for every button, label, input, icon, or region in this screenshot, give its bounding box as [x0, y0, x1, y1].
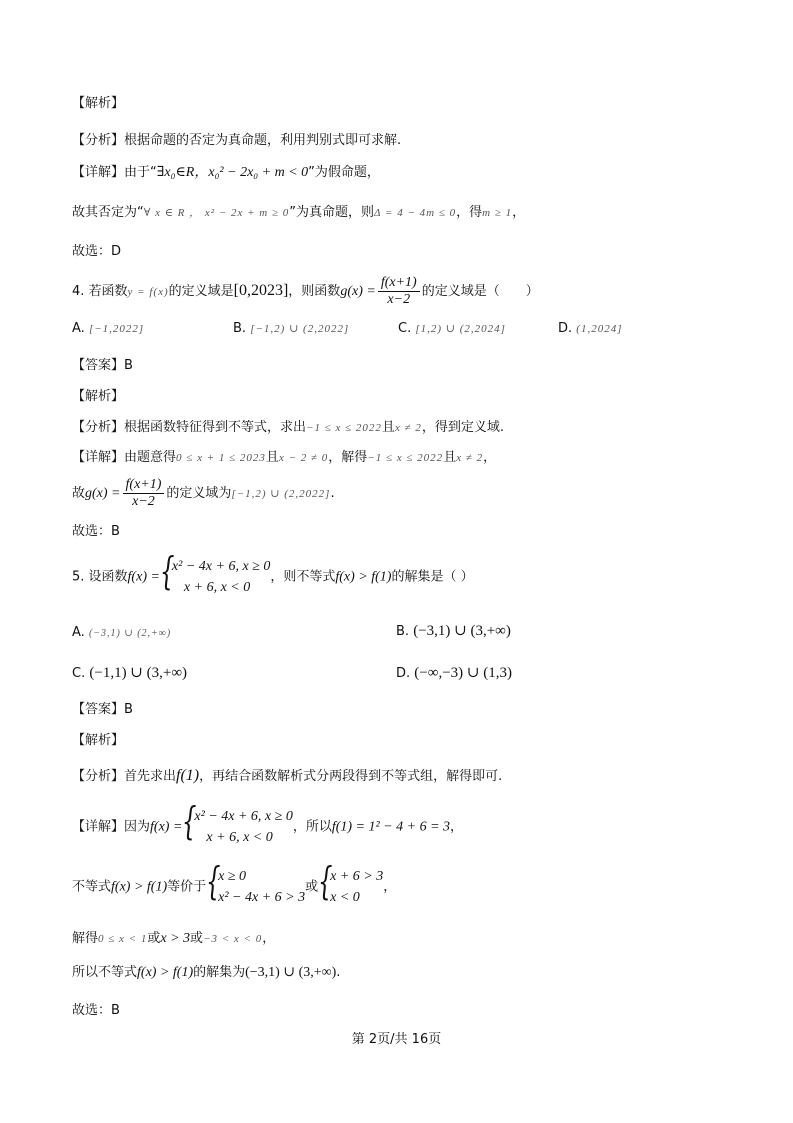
inequality-system: [318, 859, 384, 908]
text: 不等式: [72, 879, 112, 895]
q3-negation-line: [72, 206, 525, 219]
math-expression: x ≠ 2: [456, 452, 484, 464]
text: ”为真命题，则: [289, 205, 375, 220]
system-row: x ≥ 0: [218, 869, 247, 884]
text: ，则不等式: [270, 569, 336, 585]
piecewise-function: [182, 799, 293, 848]
xiangjie-tag: 【详解】: [72, 165, 125, 180]
denominator: x−2: [132, 494, 155, 509]
text: .: [336, 965, 341, 980]
q4-xiangjie: [72, 451, 496, 464]
case-row: x + 6, x < 0: [206, 830, 273, 845]
q4-answer: 【答案】B: [72, 358, 133, 373]
option-label: D.: [558, 321, 573, 336]
q5-option-b: [396, 621, 511, 640]
brace: {: [182, 799, 197, 843]
text: 且: [381, 420, 395, 435]
q5-solve: [72, 932, 275, 946]
text: 首先求出: [124, 769, 177, 784]
case-row: x² − 4x + 6, x ≥ 0: [171, 559, 271, 574]
q5-conclusion: [72, 966, 340, 980]
text: 的定义域为: [166, 486, 232, 501]
q3-jiexi: 【解析】: [72, 96, 125, 111]
piecewise-function: [159, 549, 271, 598]
q5-option-c: [72, 663, 187, 682]
text: 解得: [72, 931, 99, 946]
option-value: [1,2) ∪ (2,2024]: [415, 323, 506, 335]
q5-option-d: [396, 663, 512, 682]
math-expression: −3 < x < 0: [203, 933, 263, 945]
text: 或: [305, 879, 319, 895]
q5-stem: [72, 549, 474, 598]
q5-inequality-system: [72, 859, 397, 908]
fenxi-text: 根据命题的否定为真命题，利用判别式即可求解.: [124, 133, 402, 148]
text: 由于“: [124, 165, 157, 180]
text: 因为: [124, 819, 151, 835]
text: ，再结合函数解析式分两段得到不等式组，解得即可.: [199, 769, 503, 784]
text: 的解集为: [193, 965, 246, 980]
text: ，: [262, 931, 276, 946]
math-expression: x ≠ 2: [394, 422, 422, 434]
option-value: (−∞,−3) ∪ (1,3): [414, 665, 512, 681]
math-expression: y = f(x): [127, 286, 169, 298]
system-row: x + 6 > 3: [330, 869, 384, 884]
q4-select: 故选：B: [72, 524, 120, 539]
text: 等价于: [167, 879, 207, 895]
text: 由题意得: [124, 450, 177, 465]
math-expression: x > 3: [160, 931, 191, 946]
math-expression: −1 ≤ x ≤ 2022: [306, 422, 382, 434]
q3-select: 故选：D: [72, 244, 122, 259]
q5-xiangjie: [72, 799, 464, 848]
q5-select: 故选：B: [72, 1003, 120, 1018]
option-label: C.: [72, 666, 86, 681]
option-value: (1,2024]: [576, 323, 623, 335]
option-value: (−1,1) ∪ (3,+∞): [89, 665, 188, 681]
numerator: f(x+1): [378, 276, 420, 292]
text: ，: [512, 205, 526, 220]
q4-option-d: [558, 321, 623, 336]
text: 且: [443, 450, 457, 465]
math-expression: (−3,1) ∪ (3,+∞): [245, 965, 337, 980]
option-label: B.: [396, 624, 410, 639]
numerator: f(x+1): [123, 478, 165, 494]
q4-option-b: [233, 321, 349, 336]
question-number: 4. 若函数: [72, 284, 128, 299]
option-value: (−3,1) ∪ (2,+∞): [88, 628, 172, 639]
q3-fenxi: [72, 134, 401, 147]
text: 的定义域是（ ）: [421, 284, 539, 299]
text: 的解集是（ ）: [391, 569, 474, 585]
fenxi-tag: 【分析】: [72, 769, 125, 784]
math-expression: −1 ≤ x ≤ 2022: [367, 452, 444, 464]
option-label: C.: [398, 321, 412, 336]
text: ，: [450, 819, 464, 835]
math-expression: f(x) =: [127, 569, 160, 585]
math-expression: f(x) > f(1): [335, 569, 392, 585]
math-expression: x − 2 ≠ 0: [278, 452, 329, 464]
q5-option-a: [72, 625, 171, 640]
brace: {: [206, 859, 221, 903]
q4-jiexi: 【解析】: [72, 389, 125, 404]
text: ，则函数: [288, 284, 341, 299]
q3-xiangjie: [72, 166, 380, 180]
q5-answer: 【答案】B: [72, 702, 133, 717]
math-expression: f(1) = 1² − 4 + 6 = 3: [331, 819, 451, 835]
text: ，: [383, 879, 397, 895]
xiangjie-tag: 【详解】: [72, 450, 125, 465]
math-expression: [0,2023]: [233, 282, 289, 299]
option-label: B.: [233, 321, 247, 336]
math-expression: f(x) > f(1): [137, 965, 194, 980]
option-value: [−1,2022]: [88, 323, 145, 335]
text: ，得: [456, 205, 483, 220]
fraction: [123, 478, 165, 509]
text: ，得到定义域.: [421, 420, 504, 435]
system-row: x < 0: [330, 890, 360, 905]
q4-option-c: [398, 321, 506, 336]
q5-fenxi: [72, 768, 502, 784]
q5-jiexi: 【解析】: [72, 733, 125, 748]
fenxi-tag: 【分析】: [72, 420, 125, 435]
denominator: x−2: [387, 292, 411, 307]
q4-option-a: [72, 321, 144, 336]
text: 故其否定为“: [72, 205, 144, 220]
text: 或: [147, 931, 161, 946]
system-row: x² − 4x + 6 > 3: [218, 890, 306, 905]
brace: {: [159, 549, 175, 593]
fraction: [378, 276, 420, 307]
math-expression: ∀ x ∈ R ， x² − 2x + m ≥ 0: [143, 207, 290, 219]
text: 所以不等式: [72, 965, 138, 980]
math-expression: [−1,2) ∪ (2,2022]: [231, 488, 331, 500]
inequality-system: [206, 859, 306, 908]
math-expression: g(x) =: [340, 284, 376, 299]
text: ，解得: [328, 450, 368, 465]
text: .: [330, 486, 335, 501]
q4-fenxi: [72, 421, 504, 434]
math-expression: f(1): [176, 767, 200, 784]
case-row: x + 6, x < 0: [183, 580, 251, 595]
xiangjie-tag: 【详解】: [72, 819, 125, 835]
option-label: A.: [72, 321, 85, 336]
text: 的定义域是: [168, 284, 234, 299]
question-number: 5. 设函数: [72, 569, 128, 585]
math-expression: 0 ≤ x + 1 ≤ 2023: [176, 452, 266, 464]
math-expression: ∃x₀∈R，x₀² − 2x₀ + m < 0: [156, 165, 309, 180]
q4-conclusion: [72, 478, 335, 509]
math-expression: m ≥ 1: [482, 207, 513, 219]
case-row: x² − 4x + 6, x ≥ 0: [194, 809, 293, 824]
math-expression: Δ = 4 − 4m ≤ 0: [374, 207, 457, 219]
text: 且: [265, 450, 279, 465]
fenxi-tag: 【分析】: [72, 133, 125, 148]
option-label: D.: [396, 666, 411, 681]
math-expression: g(x) =: [85, 486, 121, 501]
text: ，所以: [292, 819, 332, 835]
option-label: A.: [72, 625, 85, 640]
option-value: (−3,1) ∪ (3,+∞): [413, 623, 511, 639]
text: ，: [483, 450, 497, 465]
option-value: [−1,2) ∪ (2,2022]: [250, 323, 350, 335]
text: 或: [190, 931, 204, 946]
brace: {: [318, 859, 333, 903]
math-expression: 0 ≤ x < 1: [98, 933, 148, 945]
text: 故: [72, 486, 86, 501]
text: 根据函数特征得到不等式，求出: [124, 420, 307, 435]
text: ”为假命题，: [308, 165, 380, 180]
math-expression: f(x) > f(1): [111, 879, 168, 895]
page-footer: 第 2页/共 16页: [351, 1032, 442, 1047]
math-expression: f(x) =: [150, 819, 183, 835]
q4-stem: [72, 276, 539, 307]
